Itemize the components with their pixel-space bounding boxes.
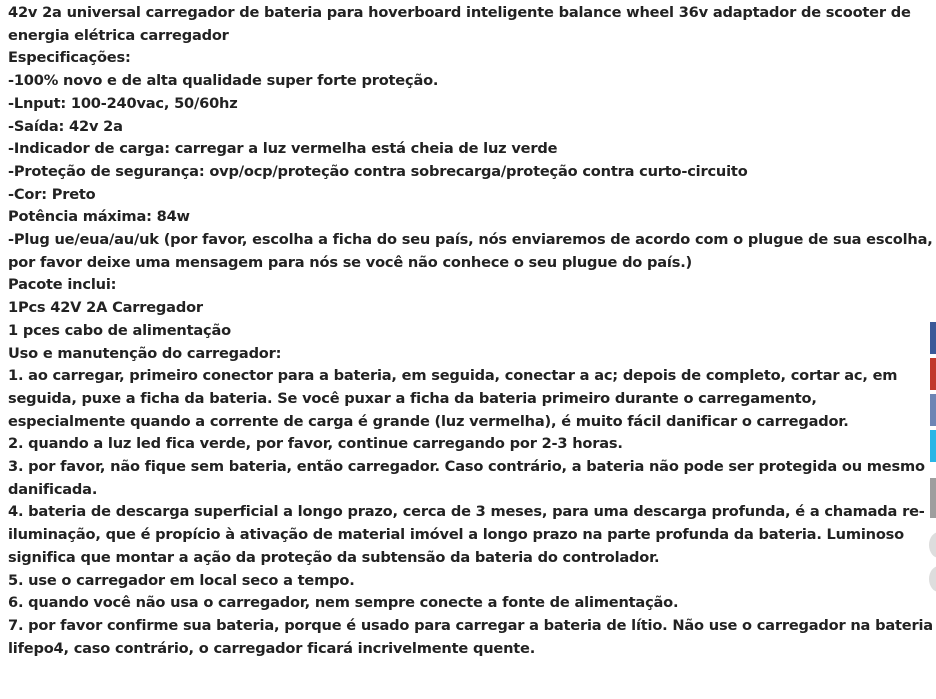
description-line: 2. quando a luz led fica verde, por favor, continue carregando por 2-3 horas. bbox=[8, 435, 623, 453]
description-line: 1. ao carregar, primeiro conector para a bateria, em seguida, conectar a ac; depois de completo, cortar ac, em seguida, puxe a ficha da bateria. Se você puxar a ficha da bateria primeiro durante o carregamento, especialmente quando a corrente de carga é grande (luz vermelha), é muito fácil danificar o carregador. bbox=[8, 367, 898, 430]
description-line: -100% novo e de alta qualidade super forte proteção. bbox=[8, 72, 439, 90]
description-line: Potência máxima: 84w bbox=[8, 208, 190, 226]
description-line: -Indicador de carga: carregar a luz vermelha está cheia de luz verde bbox=[8, 140, 558, 158]
description-line: -Saída: 42v 2a bbox=[8, 117, 123, 135]
description-line: -Plug ue/eua/au/uk (por favor, escolha a ficha do seu país, nós enviaremos de acordo com o plugue de sua escolha, por favor deixe uma mensagem para nós se você não conhece o seu plugue do país.) bbox=[8, 231, 933, 271]
description-line: 1Pcs 42V 2A Carregador bbox=[8, 299, 203, 317]
vk-share-button[interactable] bbox=[930, 394, 936, 426]
description-line: 5. use o carregador em local seco a tempo. bbox=[8, 571, 355, 589]
description-line: Especificações: bbox=[8, 49, 131, 67]
description-line: Pacote inclui: bbox=[8, 276, 117, 294]
pinterest-share-button[interactable] bbox=[930, 358, 936, 390]
description-line: 6. quando você não usa o carregador, nem sempre conecte a fonte de alimentação. bbox=[8, 594, 679, 612]
email-share-button[interactable] bbox=[930, 478, 936, 518]
description-line: 42v 2a universal carregador de bateria para hoverboard inteligente balance wheel 36v adaptador de scooter de energia elétrica carregador bbox=[8, 4, 911, 44]
description-line: 1 pces cabo de alimentação bbox=[8, 321, 231, 339]
description-line: -Proteção de segurança: ovp/ocp/proteção contra sobrecarga/proteção contra curto-circuito bbox=[8, 162, 748, 180]
description-line: 4. bateria de descarga superficial a longo prazo, cerca de 3 meses, para uma descarga profunda, é a chamada re-iluminação, que é propício à ativação de material imóvel a longo prazo na parte profunda da bateria. Luminoso significa que montar a ação da proteção da subtensão da bateria do controlador. bbox=[8, 503, 925, 566]
description-line: -Cor: Preto bbox=[8, 185, 96, 203]
description-line: -Lnput: 100-240vac, 50/60hz bbox=[8, 94, 238, 112]
facebook-share-button[interactable] bbox=[930, 322, 936, 354]
description-line: 3. por favor, não fique sem bateria, então carregador. Caso contrário, a bateria não pode ser protegida ou mesmo danificada. bbox=[8, 458, 925, 498]
twitter-share-button[interactable] bbox=[930, 430, 936, 462]
description-line: 7. por favor confirme sua bateria, porque é usado para carregar a bateria de lítio. Não use o carregador na bateria lifepo4, caso contrário, o carregador ficará incrivelmente quente. bbox=[8, 616, 933, 657]
product-description bbox=[8, 2, 933, 660]
description-line: Uso e manutenção do carregador: bbox=[8, 344, 282, 362]
